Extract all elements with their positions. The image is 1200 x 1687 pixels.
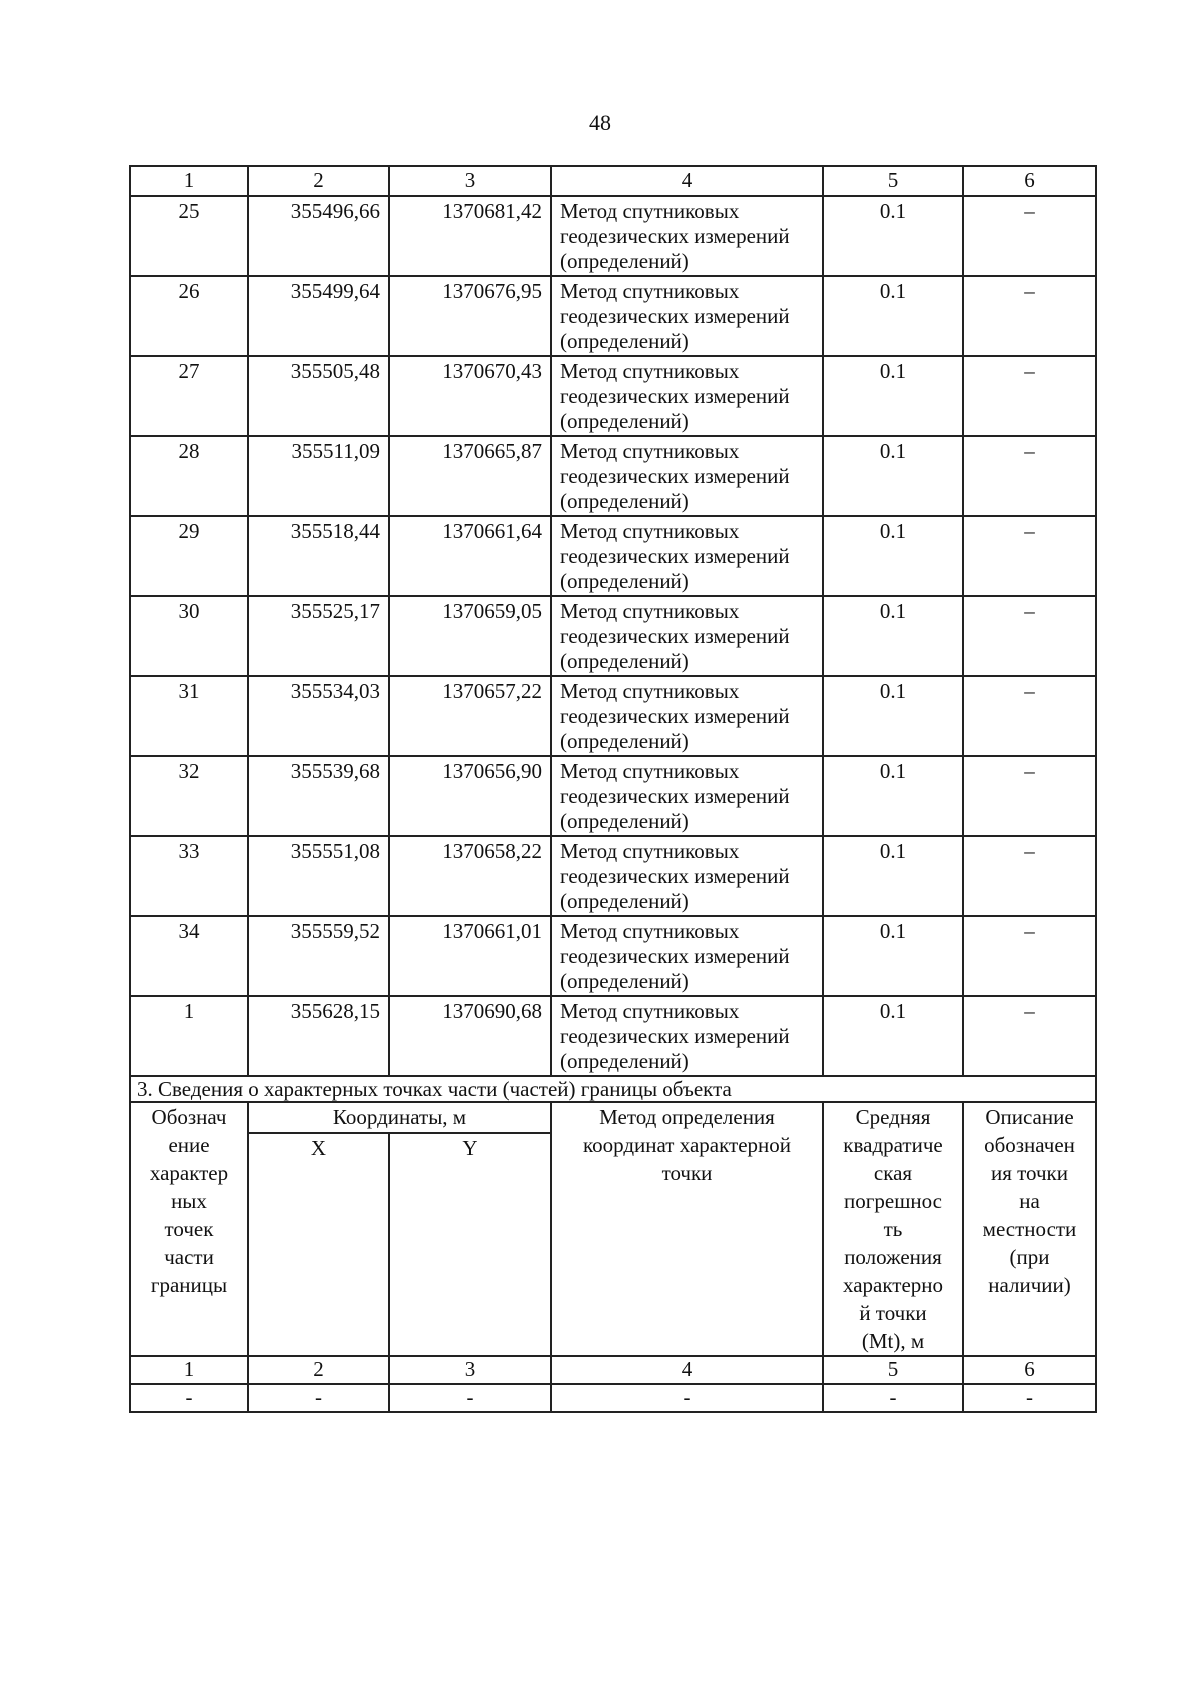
point-number-cell: 25 [130,196,248,276]
header-line: на [1019,1189,1040,1213]
method-line: Метод спутниковых [560,599,740,623]
x-coordinate-cell: 355505,48 [248,356,389,436]
method-line: Метод спутниковых [560,759,740,783]
y-coordinate-cell: 1370658,22 [389,836,551,916]
mt-cell: 0.1 [823,676,963,756]
mt-cell: 0.1 [823,916,963,996]
method-line: геодезических измерений [560,384,790,408]
y-coordinate-cell: 1370659,05 [389,596,551,676]
mt-cell: 0.1 [823,196,963,276]
table-row [130,196,1096,276]
header-line: Обознач [151,1105,227,1129]
coordinates-table [129,165,1097,1413]
empty-cell: - [823,1384,963,1412]
y-coordinate-cell: 1370661,64 [389,516,551,596]
header-line: ть [883,1217,903,1241]
header-line: точки [661,1161,713,1185]
point-number-cell: 33 [130,836,248,916]
method-line: Метод спутниковых [560,279,740,303]
method-cell [551,516,823,596]
column-number: 1 [130,166,248,196]
y-coordinate-cell: 1370661,01 [389,916,551,996]
coordinates-table-body [130,166,1096,1412]
header-line: (при [1009,1245,1050,1269]
empty-cell: - [389,1384,551,1412]
description-cell: – [963,836,1096,916]
method-cell [551,276,823,356]
method-line: Метод спутниковых [560,999,740,1023]
method-line: (определений) [560,489,689,513]
empty-cell: - [963,1384,1096,1412]
method-cell [551,676,823,756]
x-coordinate-cell: 355496,66 [248,196,389,276]
method-line: геодезических измерений [560,464,790,488]
header-line: положения [844,1245,942,1269]
header-line: обозначен [984,1133,1075,1157]
point-number-cell: 28 [130,436,248,516]
mt-cell: 0.1 [823,356,963,436]
method-line: (определений) [560,1049,689,1073]
section-3-empty-row [130,1384,1096,1412]
header-line: ия точки [990,1161,1068,1185]
section-3-title-row [130,1076,1096,1102]
description-cell: – [963,676,1096,756]
method-cell [551,996,823,1076]
column-number: 2 [248,166,389,196]
method-line: (определений) [560,329,689,353]
table-row [130,996,1096,1076]
description-cell: – [963,356,1096,436]
point-number-cell: 30 [130,596,248,676]
x-coordinate-cell: 355525,17 [248,596,389,676]
method-line: (определений) [560,889,689,913]
method-cell [551,916,823,996]
description-cell: – [963,516,1096,596]
column-number: 5 [823,1356,963,1384]
method-cell [551,356,823,436]
mt-cell: 0.1 [823,836,963,916]
header-description [963,1102,1096,1356]
header-line: Метод определения [599,1105,775,1129]
method-line: геодезических измерений [560,304,790,328]
method-line: (определений) [560,569,689,593]
description-cell: – [963,276,1096,356]
description-cell: – [963,916,1096,996]
x-coordinate-cell: 355534,03 [248,676,389,756]
header-x: X [248,1133,389,1356]
method-line: Метод спутниковых [560,359,740,383]
method-line: геодезических измерений [560,624,790,648]
method-line: Метод спутниковых [560,199,740,223]
table-row [130,596,1096,676]
table-row [130,836,1096,916]
description-cell: – [963,756,1096,836]
method-line: геодезических измерений [560,224,790,248]
mt-cell: 0.1 [823,996,963,1076]
y-coordinate-cell: 1370690,68 [389,996,551,1076]
point-number-cell: 1 [130,996,248,1076]
description-cell: – [963,196,1096,276]
method-line: геодезических измерений [560,944,790,968]
header-line: Средняя [855,1105,931,1129]
point-number-cell: 26 [130,276,248,356]
method-line: Метод спутниковых [560,919,740,943]
table-row [130,356,1096,436]
empty-cell: - [130,1384,248,1412]
header-line: (Mt), м [861,1329,925,1353]
mt-cell: 0.1 [823,276,963,356]
method-line: геодезических измерений [560,784,790,808]
method-cell [551,436,823,516]
point-number-cell: 29 [130,516,248,596]
column-number: 3 [389,1356,551,1384]
point-number-cell: 34 [130,916,248,996]
header-line: ных [171,1189,207,1213]
method-line: (определений) [560,409,689,433]
method-cell [551,836,823,916]
x-coordinate-cell: 355518,44 [248,516,389,596]
table-row [130,516,1096,596]
header-line: Описание [985,1105,1074,1129]
header-line: характер [149,1161,229,1185]
column-numbers-row [130,166,1096,196]
header-line: квадратиче [843,1133,943,1157]
x-coordinate-cell: 355551,08 [248,836,389,916]
x-coordinate-cell: 355559,52 [248,916,389,996]
method-line: геодезических измерений [560,544,790,568]
method-line: (определений) [560,649,689,673]
y-coordinate-cell: 1370670,43 [389,356,551,436]
header-coordinates: Координаты, м [248,1102,551,1133]
table-row [130,676,1096,756]
column-number: 4 [551,1356,823,1384]
column-number: 2 [248,1356,389,1384]
method-line: Метод спутниковых [560,839,740,863]
header-line: й точки [859,1301,927,1325]
mt-cell: 0.1 [823,516,963,596]
method-line: Метод спутниковых [560,519,740,543]
header-mt [823,1102,963,1356]
page-number: 48 [589,110,611,135]
y-coordinate-cell: 1370657,22 [389,676,551,756]
section-3-title: 3. Сведения о характерных точках части (частей) границы объекта [130,1076,1096,1102]
section-3-column-numbers-row [130,1356,1096,1384]
y-coordinate-cell: 1370656,90 [389,756,551,836]
method-line: (определений) [560,809,689,833]
x-coordinate-cell: 355499,64 [248,276,389,356]
method-line: Метод спутниковых [560,439,740,463]
method-line: (определений) [560,729,689,753]
method-cell [551,596,823,676]
method-line: геодезических измерений [560,864,790,888]
x-coordinate-cell: 355539,68 [248,756,389,836]
header-line: характерно [842,1273,944,1297]
description-cell: – [963,436,1096,516]
column-number: 4 [551,166,823,196]
mt-cell: 0.1 [823,596,963,676]
empty-cell: - [551,1384,823,1412]
method-line: геодезических измерений [560,704,790,728]
method-line: (определений) [560,969,689,993]
header-method [551,1102,823,1356]
header-line: местности [982,1217,1077,1241]
header-line: ение [168,1133,210,1157]
point-number-cell: 32 [130,756,248,836]
header-line: части [164,1245,214,1269]
header-line: границы [150,1273,228,1297]
header-line: координат характерной [583,1133,791,1157]
column-number: 6 [963,166,1096,196]
column-number: 1 [130,1356,248,1384]
mt-cell: 0.1 [823,756,963,836]
mt-cell: 0.1 [823,436,963,516]
method-cell [551,756,823,836]
method-line: геодезических измерений [560,1024,790,1048]
y-coordinate-cell: 1370665,87 [389,436,551,516]
column-number: 5 [823,166,963,196]
header-y: Y [389,1133,551,1356]
table-row [130,916,1096,996]
description-cell: – [963,996,1096,1076]
description-cell: – [963,596,1096,676]
column-number: 3 [389,166,551,196]
table-row [130,756,1096,836]
point-number-cell: 27 [130,356,248,436]
method-line: Метод спутниковых [560,679,740,703]
table-row [130,436,1096,516]
x-coordinate-cell: 355628,15 [248,996,389,1076]
y-coordinate-cell: 1370681,42 [389,196,551,276]
header-line: точек [164,1217,214,1241]
method-line: (определений) [560,249,689,273]
header-line: погрешнос [844,1189,942,1213]
section-3-header-row [130,1102,1096,1133]
header-line: наличии) [988,1273,1071,1297]
header-line: ская [873,1161,913,1185]
column-number: 6 [963,1356,1096,1384]
y-coordinate-cell: 1370676,95 [389,276,551,356]
header-point-designation [130,1102,248,1356]
method-cell [551,196,823,276]
table-row [130,276,1096,356]
empty-cell: - [248,1384,389,1412]
point-number-cell: 31 [130,676,248,756]
x-coordinate-cell: 355511,09 [248,436,389,516]
